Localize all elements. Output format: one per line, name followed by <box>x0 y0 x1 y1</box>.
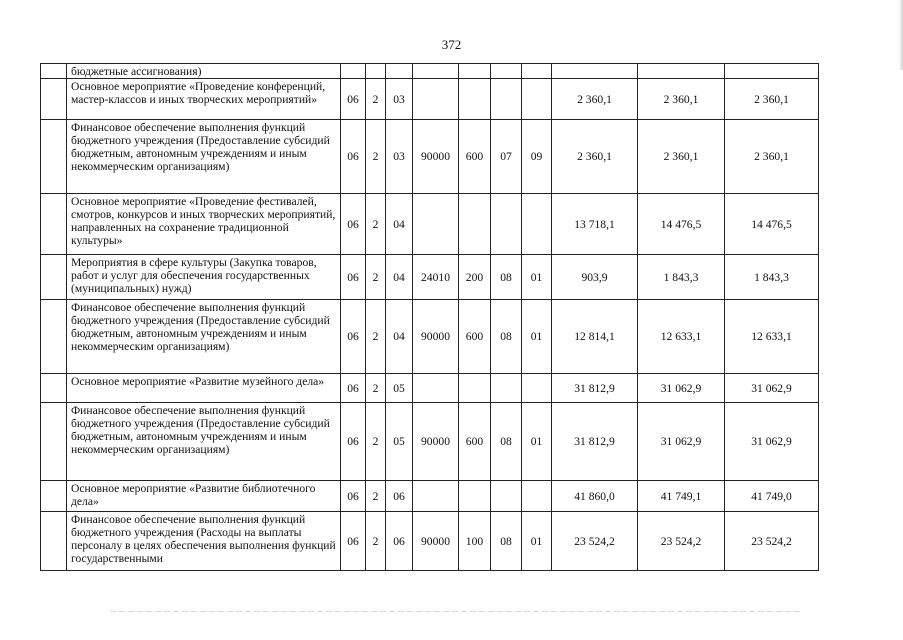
amount-year2-cell: 2 360,1 <box>638 79 725 120</box>
expense-type-cell <box>459 79 491 120</box>
subprogram-code-cell <box>366 64 386 79</box>
expense-name-cell: Основное мероприятие «Проведение фестивалей, смотров, конкурсов и иных творческих мероприятий, направленных на сохранение традиционной культуры» <box>67 194 341 255</box>
expense-type-cell: 200 <box>459 255 491 300</box>
scan-footer-line <box>110 611 800 612</box>
amount-year2-cell: 31 062,9 <box>638 374 725 403</box>
program-code-cell: 06 <box>341 194 366 255</box>
activity-code-cell: 04 <box>386 194 413 255</box>
expense-name-cell: Мероприятия в сфере культуры (Закупка товаров, работ и услуг для обеспечения государственных (муниципальных) нужд) <box>67 255 341 300</box>
section-cell <box>491 79 522 120</box>
activity-code-cell: 06 <box>386 481 413 512</box>
direction-code-cell: 90000 <box>413 512 459 571</box>
subsection-cell: 01 <box>522 255 552 300</box>
program-code-cell: 06 <box>341 512 366 571</box>
table-row <box>41 403 819 481</box>
expense-name-cell: Финансовое обеспечение выполнения функций бюджетного учреждения (Предоставление субсидий бюджетным, автономным учреждениям и иным некоммерческим организациям) <box>67 403 341 481</box>
amount-year2-cell: 31 062,9 <box>638 403 725 481</box>
amount-year3-cell <box>725 64 819 79</box>
amount-year1-cell: 12 814,1 <box>552 300 638 374</box>
activity-code-cell: 05 <box>386 403 413 481</box>
row-number-cell <box>41 374 67 403</box>
section-cell <box>491 481 522 512</box>
amount-year1-cell: 31 812,9 <box>552 403 638 481</box>
expense-name-cell: Основное мероприятие «Проведение конференций, мастер-классов и иных творческих мероприятий» <box>67 79 341 120</box>
subprogram-code-cell: 2 <box>366 120 386 194</box>
subprogram-code-cell: 2 <box>366 481 386 512</box>
amount-year3-cell: 1 843,3 <box>725 255 819 300</box>
expense-name-cell: Финансовое обеспечение выполнения функций бюджетного учреждения (Предоставление субсидий бюджетным, автономным учреждениям и иным некоммерческим организациям) <box>67 300 341 374</box>
row-number-cell <box>41 481 67 512</box>
table-row <box>41 255 819 300</box>
row-number-cell <box>41 300 67 374</box>
program-code-cell: 06 <box>341 79 366 120</box>
direction-code-cell: 90000 <box>413 120 459 194</box>
subprogram-code-cell: 2 <box>366 300 386 374</box>
amount-year1-cell <box>552 64 638 79</box>
amount-year2-cell: 2 360,1 <box>638 120 725 194</box>
amount-year3-cell: 31 062,9 <box>725 403 819 481</box>
expense-type-cell: 600 <box>459 403 491 481</box>
expense-type-cell: 100 <box>459 512 491 571</box>
amount-year1-cell: 2 360,1 <box>552 120 638 194</box>
program-code-cell: 06 <box>341 255 366 300</box>
amount-year1-cell: 13 718,1 <box>552 194 638 255</box>
expense-type-cell <box>459 64 491 79</box>
section-cell: 08 <box>491 512 522 571</box>
amount-year3-cell: 31 062,9 <box>725 374 819 403</box>
amount-year2-cell <box>638 64 725 79</box>
amount-year3-cell: 23 524,2 <box>725 512 819 571</box>
amount-year1-cell: 903,9 <box>552 255 638 300</box>
subsection-cell: 01 <box>522 512 552 571</box>
amount-year2-cell: 23 524,2 <box>638 512 725 571</box>
direction-code-cell: 90000 <box>413 403 459 481</box>
expense-type-cell <box>459 481 491 512</box>
subprogram-code-cell: 2 <box>366 512 386 571</box>
section-cell <box>491 64 522 79</box>
table-row <box>41 120 819 194</box>
activity-code-cell: 06 <box>386 512 413 571</box>
expense-type-cell <box>459 194 491 255</box>
section-cell: 08 <box>491 300 522 374</box>
direction-code-cell <box>413 481 459 512</box>
subsection-cell: 01 <box>522 300 552 374</box>
direction-code-cell <box>413 374 459 403</box>
activity-code-cell: 03 <box>386 120 413 194</box>
activity-code-cell: 03 <box>386 79 413 120</box>
amount-year1-cell: 23 524,2 <box>552 512 638 571</box>
subsection-cell <box>522 374 552 403</box>
program-code-cell: 06 <box>341 374 366 403</box>
program-code-cell: 06 <box>341 120 366 194</box>
page-number: 372 <box>441 37 462 52</box>
section-cell: 08 <box>491 403 522 481</box>
row-number-cell <box>41 512 67 571</box>
subprogram-code-cell: 2 <box>366 79 386 120</box>
subsection-cell <box>522 64 552 79</box>
section-cell <box>491 194 522 255</box>
table-row <box>41 300 819 374</box>
amount-year3-cell: 14 476,5 <box>725 194 819 255</box>
subsection-cell: 01 <box>522 403 552 481</box>
subsection-cell <box>522 79 552 120</box>
amount-year1-cell: 31 812,9 <box>552 374 638 403</box>
row-number-cell <box>41 403 67 481</box>
row-number-cell <box>41 255 67 300</box>
expense-name-cell: Финансовое обеспечение выполнения функций бюджетного учреждения (Предоставление субсидий бюджетным, автономным учреждениям и иным некоммерческим организациям) <box>67 120 341 194</box>
row-number-cell <box>41 194 67 255</box>
program-code-cell: 06 <box>341 481 366 512</box>
expense-type-cell: 600 <box>459 120 491 194</box>
activity-code-cell: 04 <box>386 255 413 300</box>
table-row <box>41 374 819 403</box>
section-cell <box>491 374 522 403</box>
expense-name-cell: Основное мероприятие «Развитие музейного дела» <box>67 374 341 403</box>
activity-code-cell <box>386 64 413 79</box>
row-number-cell <box>41 79 67 120</box>
direction-code-cell <box>413 79 459 120</box>
activity-code-cell: 04 <box>386 300 413 374</box>
amount-year1-cell: 41 860,0 <box>552 481 638 512</box>
expense-name-cell: Основное мероприятие «Развитие библиотечного дела» <box>67 481 341 512</box>
section-cell: 08 <box>491 255 522 300</box>
expense-type-cell <box>459 374 491 403</box>
amount-year2-cell: 12 633,1 <box>638 300 725 374</box>
row-number-cell <box>41 64 67 79</box>
program-code-cell: 06 <box>341 403 366 481</box>
program-code-cell: 06 <box>341 300 366 374</box>
amount-year2-cell: 1 843,3 <box>638 255 725 300</box>
activity-code-cell: 05 <box>386 374 413 403</box>
table-row <box>41 194 819 255</box>
amount-year3-cell: 41 749,0 <box>725 481 819 512</box>
direction-code-cell <box>413 64 459 79</box>
table-row <box>41 481 819 512</box>
table-row <box>41 79 819 120</box>
subprogram-code-cell: 2 <box>366 255 386 300</box>
subprogram-code-cell: 2 <box>366 374 386 403</box>
expense-type-cell: 600 <box>459 300 491 374</box>
subsection-cell <box>522 194 552 255</box>
section-cell: 07 <box>491 120 522 194</box>
amount-year3-cell: 12 633,1 <box>725 300 819 374</box>
amount-year3-cell: 2 360,1 <box>725 79 819 120</box>
amount-year2-cell: 14 476,5 <box>638 194 725 255</box>
amount-year2-cell: 41 749,1 <box>638 481 725 512</box>
direction-code-cell <box>413 194 459 255</box>
table-row <box>41 64 819 79</box>
row-number-cell <box>41 120 67 194</box>
subprogram-code-cell: 2 <box>366 403 386 481</box>
scan-edge-shadow <box>899 0 903 70</box>
expense-name-cell: бюджетные ассигнования) <box>67 64 341 79</box>
program-code-cell <box>341 64 366 79</box>
direction-code-cell: 90000 <box>413 300 459 374</box>
direction-code-cell: 24010 <box>413 255 459 300</box>
table-row <box>41 512 819 571</box>
expense-name-cell: Финансовое обеспечение выполнения функций бюджетного учреждения (Расходы на выплаты персоналу в целях обеспечения выполнения функций государственными <box>67 512 341 571</box>
amount-year3-cell: 2 360,1 <box>725 120 819 194</box>
subsection-cell <box>522 481 552 512</box>
subprogram-code-cell: 2 <box>366 194 386 255</box>
subsection-cell: 09 <box>522 120 552 194</box>
amount-year1-cell: 2 360,1 <box>552 79 638 120</box>
budget-table <box>40 63 819 571</box>
